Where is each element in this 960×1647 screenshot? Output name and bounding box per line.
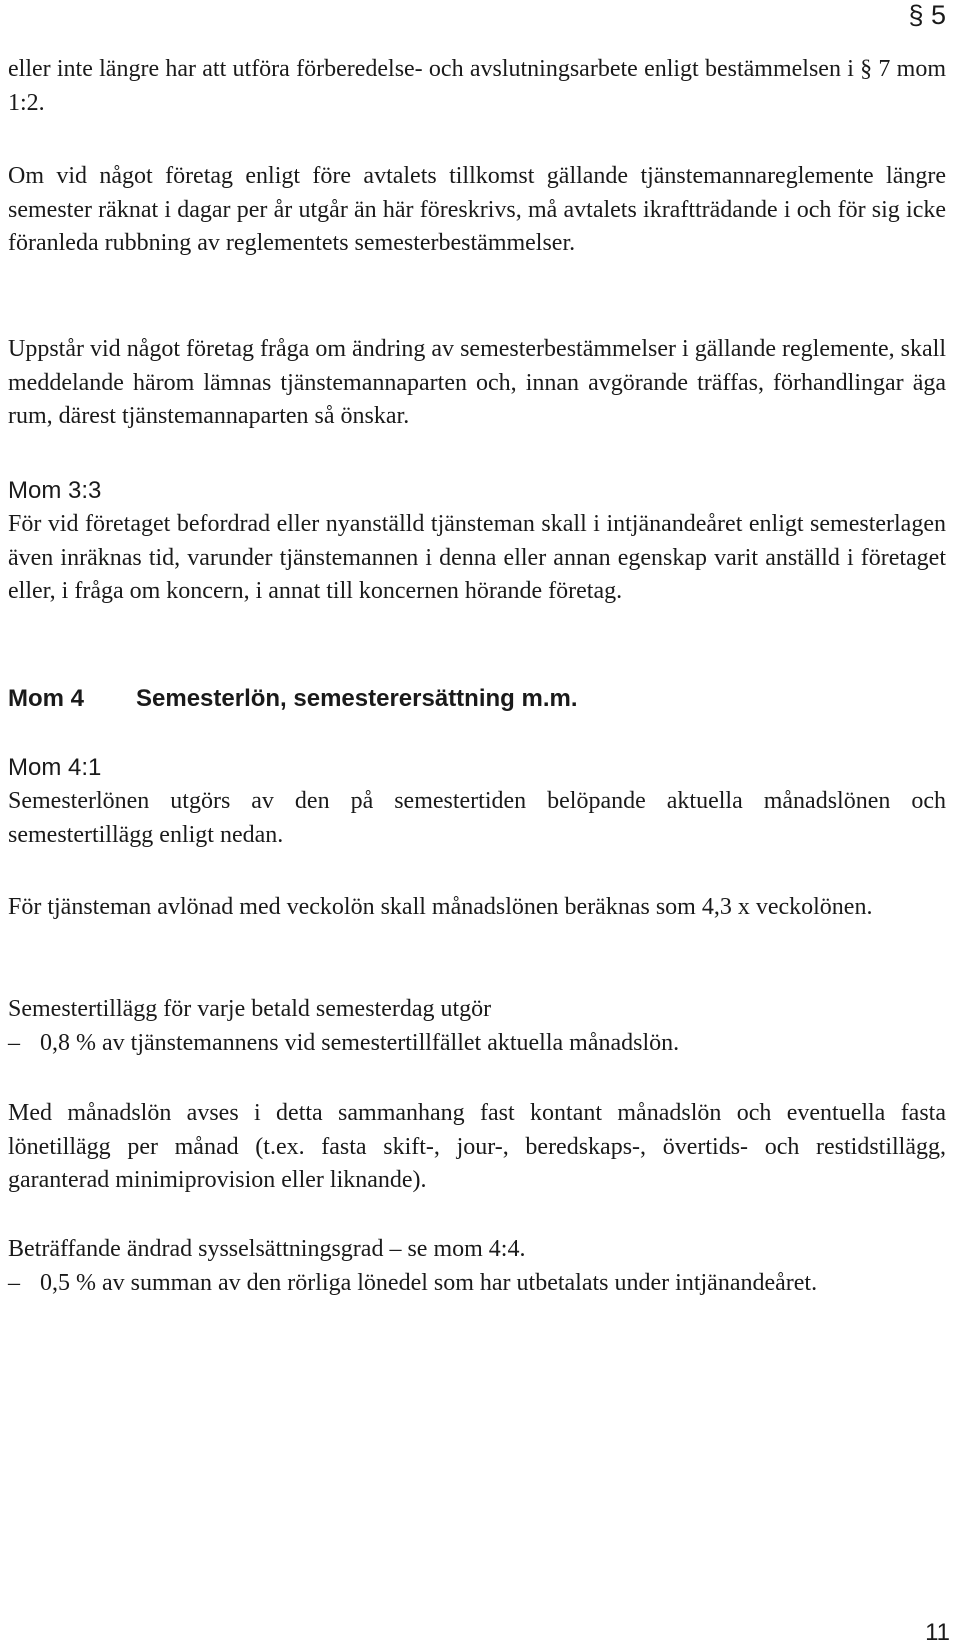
paragraph-continuation: eller inte längre har att utföra förberedelse- och avslutningsarbete enligt bestämmelsen i § 7 mom 1:2. [8, 56, 946, 116]
paragraph-semesterlon: Semesterlönen utgörs av den på semestertiden belöpande aktuella månadslönen och semestertillägg enligt nedan. [8, 788, 946, 848]
paragraph-veckolon: För tjänsteman avlönad med veckolön skall månadslönen beräknas som 4,3 x veckolönen. [8, 894, 873, 920]
list-item-semestertillagg [8, 1027, 946, 1061]
page-number: 11 [925, 1619, 950, 1646]
paragraph-mom-3-3: För vid företaget befordrad eller nyanställd tjänsteman skall i intjänandeåret enligt semesterlagen även inräknas tid, varunder tjänstemannen i denna eller annan egenskap varit anställd i företaget eller, i fråga om koncern, i annat till koncernen hörande företag. [8, 511, 946, 604]
paragraph-manadslon-definition: Med månadslön avses i detta sammanhang fast kontant månadslön och eventuella fasta lönetillägg per månad (t.ex. fasta skift-, jour-, beredskaps-, övertids- och restidstillägg, garanterad minimiprovision eller liknande). [8, 1100, 946, 1193]
heading-mom-4-1: Mom 4:1 [8, 754, 102, 781]
paragraph-change-regulation: Uppstår vid något företag fråga om ändring av semesterbestämmelser i gällande reglemente, skall meddelande härom lämnas tjänstemannaparten och, innan avgörande träffas, förhandlingar äga rum, därest tjänstemannaparten så önskar. [8, 336, 946, 429]
heading-mom-4-title: Semesterlön, semesterersättning m.m. [136, 685, 578, 712]
heading-mom-3-3: Mom 3:3 [8, 477, 102, 504]
paragraph-longer-semester: Om vid något företag enligt före avtalets tillkomst gällande tjänstemannareglemente längre semester räknat i dagar per år utgår än här föreskrivs, må avtalets ikraftträdande i och för sig icke föranleda rubbning av reglementets semesterbestämmelser. [8, 163, 946, 256]
paragraph-sysselsattningsgrad: Beträffande ändrad sysselsättningsgrad – se mom 4:4. [8, 1236, 526, 1262]
heading-mom-4-label: Mom 4 [8, 685, 85, 712]
list-item-text: 0,5 % av summan av den rörliga lönedel som har utbetalats under intjänandeåret. [40, 1270, 818, 1296]
dash-bullet: – [8, 1270, 20, 1296]
section-mark: § 5 [908, 0, 946, 30]
list-item-rorlig-lonedel [8, 1267, 946, 1301]
list-item-text: 0,8 % av tjänstemannens vid semestertillfället aktuella månadslön. [40, 1030, 680, 1056]
paragraph-semestertillagg-intro: Semestertillägg för varje betald semesterdag utgör [8, 996, 492, 1022]
dash-bullet: – [8, 1030, 20, 1056]
